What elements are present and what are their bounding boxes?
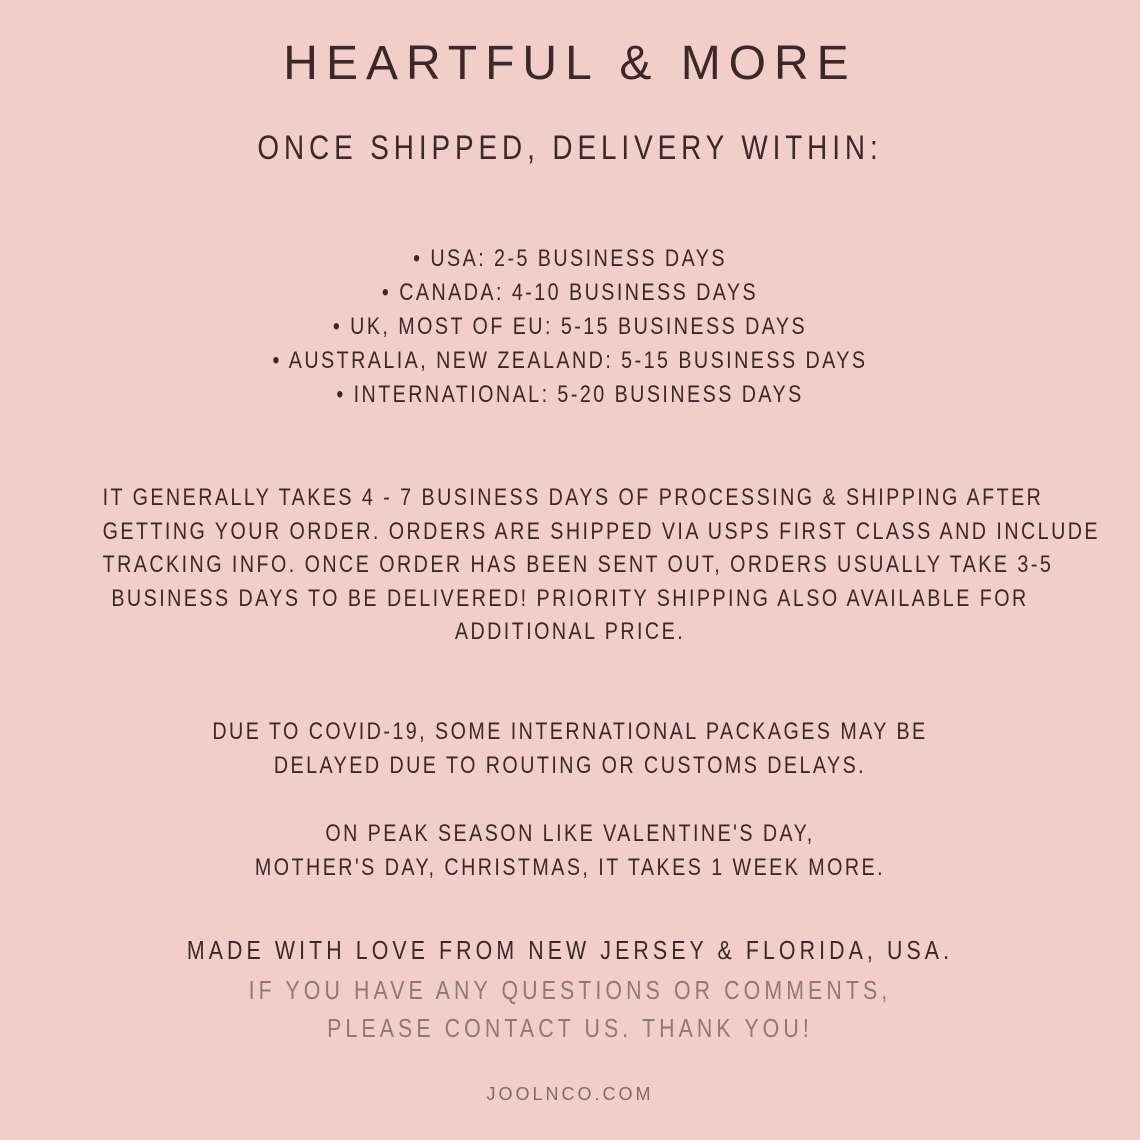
peak-line: MOTHER'S DAY, CHRISTMAS, IT TAKES 1 WEEK MORE. [254,854,886,881]
delivery-item-canada: • CANADA: 4-10 BUSINESS DAYS [381,279,759,306]
processing-line: GETTING YOUR ORDER. ORDERS ARE SHIPPED VIA USPS FIRST CLASS AND INCLUDE [102,517,1101,545]
peak-line: ON PEAK SEASON LIKE VALENTINE'S DAY, [325,820,815,847]
delivery-item-australia-nz: • AUSTRALIA, NEW ZEALAND: 5-15 BUSINESS DAYS [272,347,868,374]
covid-line: DELAYED DUE TO ROUTING OR CUSTOMS DELAYS. [273,752,867,779]
peak-season-notice [0,817,1140,885]
processing-paragraph [0,481,1140,649]
made-with-love-text: MADE WITH LOVE FROM NEW JERSEY & FLORIDA, USA. [186,935,954,965]
delivery-heading: ONCE SHIPPED, DELIVERY WITHIN: [257,129,883,167]
delivery-item-usa: • USA: 2-5 BUSINESS DAYS [413,245,727,272]
delivery-item-international: • INTERNATIONAL: 5-20 BUSINESS DAYS [336,381,804,408]
website-url: JOOLNCO.COM [486,1084,654,1104]
made-with-love [0,931,1140,969]
contact-line: PLEASE CONTACT US. THANK YOU! [327,1013,813,1043]
covid-notice [0,715,1140,783]
delivery-times-list [0,242,1140,412]
contact-line: IF YOU HAVE ANY QUESTIONS OR COMMENTS, [248,975,892,1005]
processing-line: ADDITIONAL PRICE. [454,618,686,645]
processing-line: IT GENERALLY TAKES 4 - 7 BUSINESS DAYS OF PROCESSING & SHIPPING AFTER [102,484,1044,511]
processing-line: TRACKING INFO. ONCE ORDER HAS BEEN SENT OUT, ORDERS USUALLY TAKE 3-5 [102,551,1054,578]
processing-line: BUSINESS DAYS TO BE DELIVERED! PRIORITY SHIPPING ALSO AVAILABLE FOR [111,584,1029,612]
covid-line: DUE TO COVID-19, SOME INTERNATIONAL PACKAGES MAY BE [212,718,928,745]
contact-message [0,971,1140,1047]
delivery-item-uk-eu: • UK, MOST OF EU: 5-15 BUSINESS DAYS [332,313,808,340]
brand-title: HEARTFUL & MORE [283,37,857,90]
